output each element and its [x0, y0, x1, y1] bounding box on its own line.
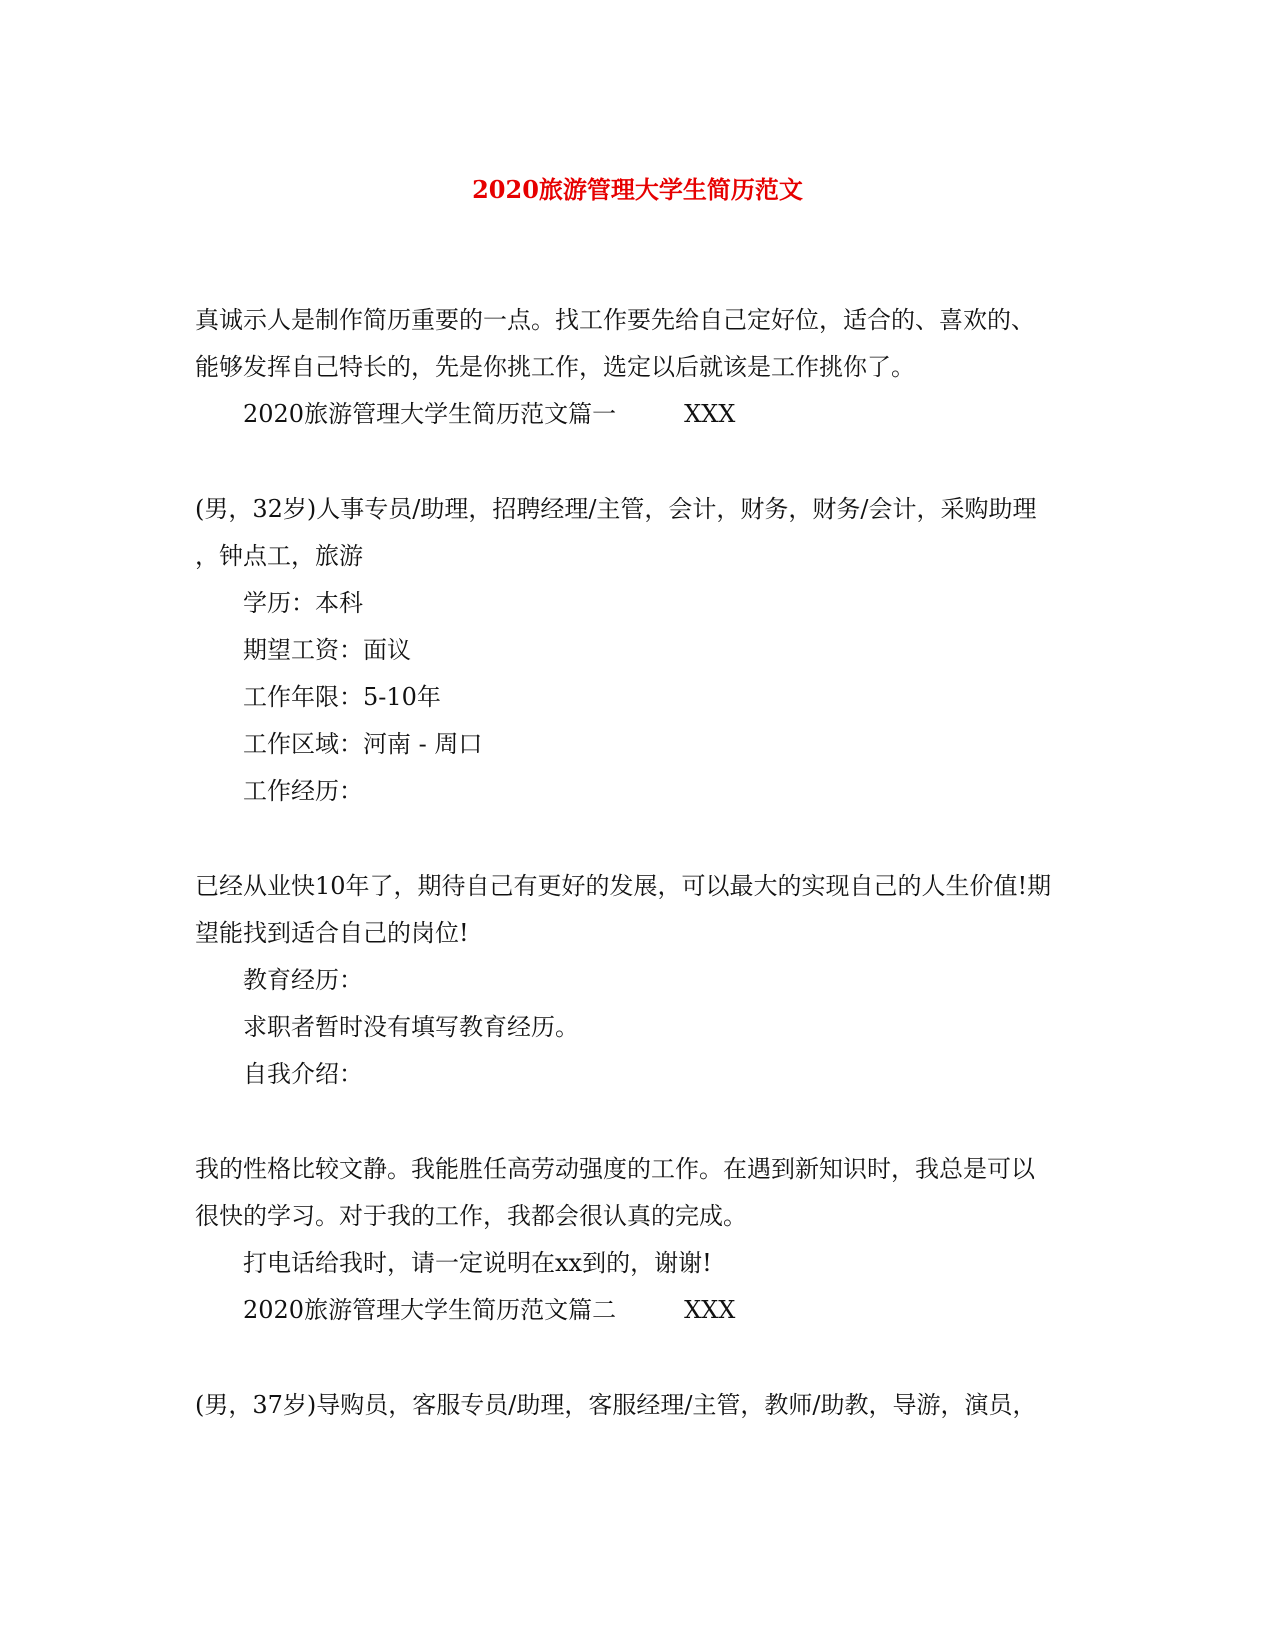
resume1-work-area: 工作区域：河南 - 周口	[243, 730, 483, 758]
resume1-self-intro-line-1: 我的性格比较文静。我能胜任高劳动强度的工作。在遇到新知识时，我总是可以	[195, 1155, 1035, 1183]
resume2-name: XXX	[684, 1296, 736, 1324]
intro-line-2: 能够发挥自己特长的，先是你挑工作，选定以后就该是工作挑你了。	[195, 353, 915, 381]
resume1-self-intro-label: 自我介绍：	[243, 1060, 363, 1088]
resume2-heading: 2020旅游管理大学生简历范文篇二	[243, 1296, 617, 1324]
resume2-heading-line	[243, 1293, 735, 1327]
resume1-summary-line-2: ，钟点工，旅游	[195, 542, 363, 570]
resume1-education-level: 学历：本科	[243, 589, 363, 617]
resume1-expected-salary: 期望工资：面议	[243, 636, 411, 664]
resume1-heading: 2020旅游管理大学生简历范文篇一	[243, 400, 617, 428]
resume1-education-text: 求职者暂时没有填写教育经历。	[243, 1013, 579, 1041]
resume1-contact-note: 打电话给我时，请一定说明在xx到的，谢谢!	[243, 1249, 712, 1277]
document-title: 2020旅游管理大学生简历范文	[472, 175, 803, 204]
resume1-education-label: 教育经历：	[243, 966, 363, 994]
resume1-name: XXX	[684, 400, 736, 428]
intro-line-1: 真诚示人是制作简历重要的一点。找工作要先给自己定好位，适合的、喜欢的、	[195, 306, 1035, 334]
resume1-summary-line-1: (男，32岁)人事专员/助理，招聘经理/主管，会计，财务，财务/会计，采购助理	[195, 495, 1037, 523]
resume1-work-text-line-2: 望能找到适合自己的岗位!	[195, 919, 469, 947]
resume1-work-text-line-1: 已经从业快10年了，期待自己有更好的发展，可以最大的实现自己的人生价值!期	[195, 872, 1052, 900]
resume2-summary-line-1: (男，37岁)导购员，客服专员/助理，客服经理/主管，教师/助教，导游，演员，	[195, 1391, 1037, 1419]
resume1-work-years: 工作年限：5-10年	[243, 683, 441, 711]
resume1-self-intro-line-2: 很快的学习。对于我的工作，我都会很认真的完成。	[195, 1202, 747, 1230]
resume1-work-experience-label: 工作经历：	[243, 777, 363, 805]
resume1-heading-line	[243, 397, 735, 431]
